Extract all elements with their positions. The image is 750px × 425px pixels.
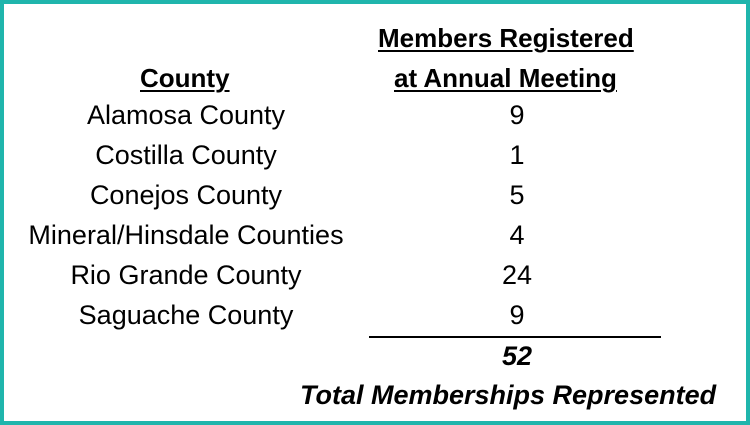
member-count: 5 — [509, 180, 525, 210]
member-count: 1 — [509, 140, 525, 170]
members-column-header-line2: at Annual Meeting — [394, 63, 617, 93]
county-column-header: County — [140, 63, 230, 93]
member-count: 9 — [509, 300, 525, 330]
county-name: Alamosa County — [86, 100, 286, 130]
table-row — [0, 100, 750, 140]
total-divider — [369, 336, 661, 338]
county-name: Mineral/Hinsdale Counties — [28, 220, 344, 250]
table-row — [0, 140, 750, 180]
table-row — [0, 260, 750, 300]
member-count: 4 — [509, 220, 525, 250]
county-name: Saguache County — [78, 300, 294, 330]
table-row — [0, 220, 750, 260]
total-label: Total Memberships Represented — [300, 380, 717, 410]
member-count: 24 — [501, 260, 533, 290]
member-count: 9 — [509, 100, 525, 130]
table-row — [0, 180, 750, 220]
members-column-header-line1: Members Registered — [378, 23, 634, 53]
county-name: Costilla County — [95, 140, 277, 170]
table-row — [0, 300, 750, 340]
total-value: 52 — [501, 341, 533, 371]
county-name: Rio Grande County — [70, 260, 302, 290]
county-name: Conejos County — [89, 180, 283, 210]
